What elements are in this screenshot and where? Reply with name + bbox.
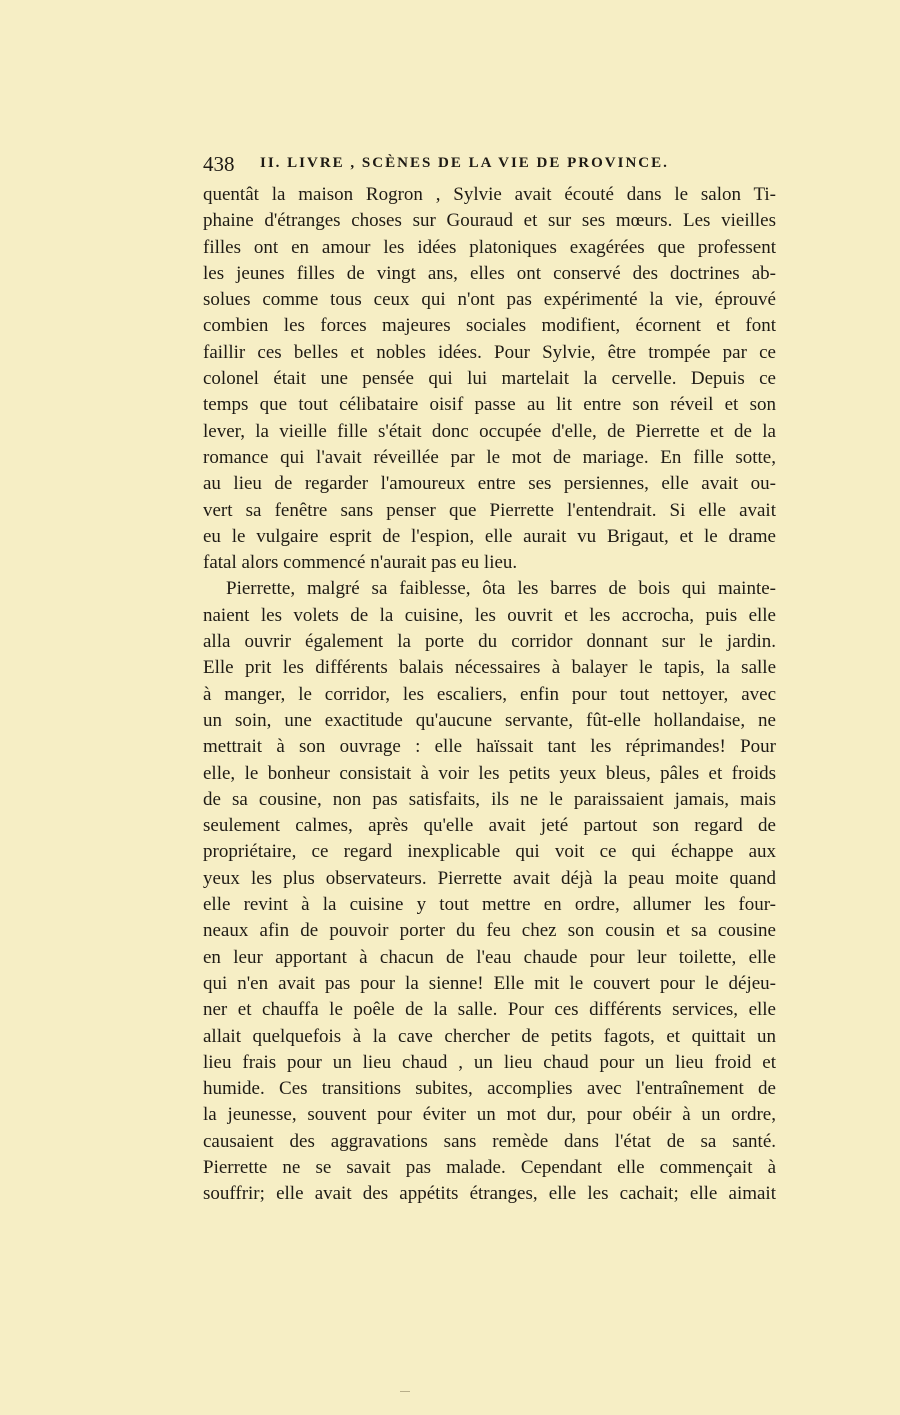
text-line: Pierrette ne se savait pas malade. Cependant elle commençait à bbox=[203, 1156, 776, 1178]
text-line: un soin, une exactitude qu'aucune servante, fût-elle hollandaise, ne bbox=[203, 709, 776, 731]
text-line: en leur apportant à chacun de l'eau chaude pour leur toilette, elle bbox=[203, 946, 776, 968]
running-title: II. LIVRE , SCÈNES DE LA VIE DE PROVINCE. bbox=[260, 155, 669, 171]
text-line: causaient des aggravations sans remède dans l'état de sa santé. bbox=[203, 1130, 776, 1152]
text-line: eu le vulgaire esprit de l'espion, elle aurait vu Brigaut, et le drame bbox=[203, 525, 776, 547]
text-line: lieu frais pour un lieu chaud , un lieu chaud pour un lieu froid et bbox=[203, 1051, 776, 1073]
text-line: lever, la vieille fille s'était donc occupée d'elle, de Pierrette et de la bbox=[203, 420, 776, 442]
text-line: romance qui l'avait réveillée par le mot de mariage. En fille sotte, bbox=[203, 446, 776, 468]
text-line: humide. Ces transitions subites, accomplies avec l'entraînement de bbox=[203, 1078, 776, 1100]
running-header bbox=[203, 152, 775, 178]
text-line: alla ouvrir également la porte du corridor donnant sur le jardin. bbox=[203, 631, 776, 653]
text-line: les jeunes filles de vingt ans, elles ont conservé des doctrines ab- bbox=[203, 262, 776, 284]
text-line: seulement calmes, après qu'elle avait jeté partout son regard de bbox=[203, 815, 776, 837]
text-line: solues comme tous ceux qui n'ont pas expérimenté la vie, éprouvé bbox=[203, 289, 776, 311]
text-line: colonel était une pensée qui lui martelait la cervelle. Depuis ce bbox=[203, 368, 776, 390]
text-line: temps que tout célibataire oisif passe au lit entre son réveil et son bbox=[203, 394, 776, 416]
text-line: quentât la maison Rogron , Sylvie avait écouté dans le salon Ti- bbox=[203, 184, 776, 205]
text-line: la jeunesse, souvent pour éviter un mot dur, pour obéir à un ordre, bbox=[203, 1104, 776, 1126]
text-line: vert sa fenêtre sans penser que Pierrette l'entendrait. Si elle avait bbox=[203, 499, 776, 521]
text-line: faillir ces belles et nobles idées. Pour Sylvie, être trompée par ce bbox=[203, 341, 776, 363]
text-line: Pierrette, malgré sa faiblesse, ôta les barres de bois qui mainte- bbox=[226, 578, 776, 600]
body-text bbox=[203, 182, 776, 1208]
text-line: propriétaire, ce regard inexplicable qui voit ce qui échappe aux bbox=[203, 841, 776, 863]
text-line: neaux afin de pouvoir porter du feu chez son cousin et sa cousine bbox=[203, 920, 776, 942]
text-line: yeux les plus observateurs. Pierrette avait déjà la peau moite quand bbox=[203, 867, 776, 889]
text-line: Elle prit les différents balais nécessaires à balayer le tapis, la salle bbox=[203, 657, 776, 679]
text-line: naient les volets de la cuisine, les ouvrit et les accrocha, puis elle bbox=[203, 604, 776, 626]
text-line: à manger, le corridor, les escaliers, enfin pour tout nettoyer, avec bbox=[203, 683, 776, 705]
text-line: ner et chauffa le poêle de la salle. Pour ces différents services, elle bbox=[203, 999, 776, 1021]
scan-mark bbox=[400, 1391, 410, 1392]
text-line: elle revint à la cuisine y tout mettre en ordre, allumer les four- bbox=[203, 894, 776, 916]
text-line: au lieu de regarder l'amoureux entre ses persiennes, elle avait ou- bbox=[203, 473, 776, 495]
text-line: elle, le bonheur consistait à voir les petits yeux bleus, pâles et froids bbox=[203, 762, 776, 784]
text-line: mettrait à son ouvrage : elle haïssait tant les réprimandes! Pour bbox=[203, 736, 776, 758]
text-line: qui n'en avait pas pour la sienne! Elle mit le couvert pour le déjeu- bbox=[203, 972, 776, 994]
text-line: souffrir; elle avait des appétits étranges, elle les cachait; elle aimait bbox=[203, 1183, 776, 1205]
text-line: de sa cousine, non pas satisfaits, ils ne le paraissaient jamais, mais bbox=[203, 788, 776, 810]
text-line: allait quelquefois à la cave chercher de petits fagots, et quittait un bbox=[203, 1025, 776, 1047]
text-line: filles ont en amour les idées platoniques exagérées que professent bbox=[203, 236, 776, 258]
text-line: fatal alors commencé n'aurait pas eu lieu. bbox=[203, 552, 518, 574]
text-line: combien les forces majeures sociales modifient, écornent et font bbox=[203, 315, 776, 337]
page-number: 438 bbox=[203, 152, 235, 176]
text-line: phaine d'étranges choses sur Gouraud et sur ses mœurs. Les vieilles bbox=[203, 210, 776, 232]
